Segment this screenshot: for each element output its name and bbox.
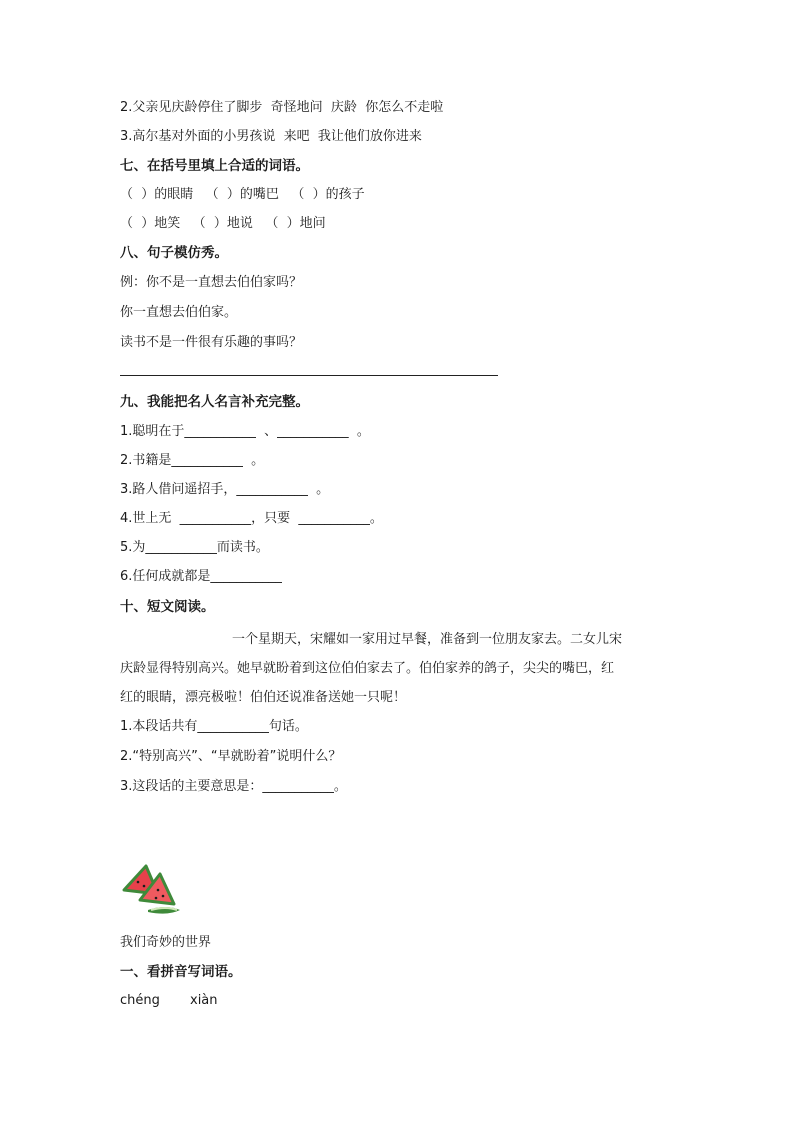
- section-1-heading: 一、看拼音写词语。: [120, 964, 242, 980]
- quote-item-4: 4.世上无 ___________，只要 ___________。: [120, 511, 383, 526]
- section-7-heading: 七、在括号里填上合适的词语。: [120, 158, 309, 174]
- pinyin-word-1: chéng: [120, 993, 160, 1008]
- passage-line-3: 红的眼睛，漂亮极啦！伯伯还说准备送她一只呢！: [120, 690, 407, 705]
- punctuation-item-3: 3.高尔基对外面的小男孩说 来吧 我让他们放你进来: [120, 129, 422, 144]
- quote-item-6: 6.任何成就都是___________: [120, 569, 282, 584]
- section-8-heading: 八、句子模仿秀。: [120, 245, 228, 261]
- reading-question-1: 1.本段话共有___________句话。: [120, 719, 308, 734]
- watermelon-icon: [118, 860, 184, 916]
- quote-item-5: 5.为___________而读书。: [120, 540, 269, 555]
- punctuation-item-2: 2.父亲见庆龄停住了脚步 奇怪地问 庆龄 你怎么不走啦: [120, 100, 444, 115]
- section-10-heading: 十、短文阅读。: [120, 599, 215, 615]
- passage-line-2: 庆龄显得特别高兴。她早就盼着到这位伯伯家去了。伯伯家养的鸽子，尖尖的嘴巴，红: [120, 661, 615, 676]
- example-sentence: 例：你不是一直想去伯伯家吗？: [120, 275, 303, 290]
- example-answer: 你一直想去伯伯家。: [120, 305, 238, 320]
- quote-item-1: 1.聪明在于___________ 、___________ 。: [120, 424, 370, 439]
- fill-words-row-2: （ ）地笑 （ ）地说 （ ）地问: [120, 216, 326, 231]
- answer-line: [120, 375, 498, 376]
- unit-title: 我们奇妙的世界: [120, 935, 212, 950]
- quote-item-2: 2.书籍是___________ 。: [120, 453, 265, 468]
- passage-line-1: 一个星期天，宋耀如一家用过早餐，准备到一位朋友家去。二女儿宋: [232, 632, 623, 647]
- practice-sentence: 读书不是一件很有乐趣的事吗？: [120, 335, 303, 350]
- fill-words-row-1: （ ）的眼睛 （ ）的嘴巴 （ ）的孩子: [120, 187, 365, 202]
- reading-question-2: 2.“特别高兴”、“早就盼着”说明什么？: [120, 749, 342, 764]
- pinyin-word-2: xiàn: [190, 993, 218, 1008]
- reading-question-3: 3.这段话的主要意思是：___________。: [120, 779, 347, 794]
- quote-item-3: 3.路人借问遥招手，___________ 。: [120, 482, 330, 497]
- section-9-heading: 九、我能把名人名言补充完整。: [120, 394, 309, 410]
